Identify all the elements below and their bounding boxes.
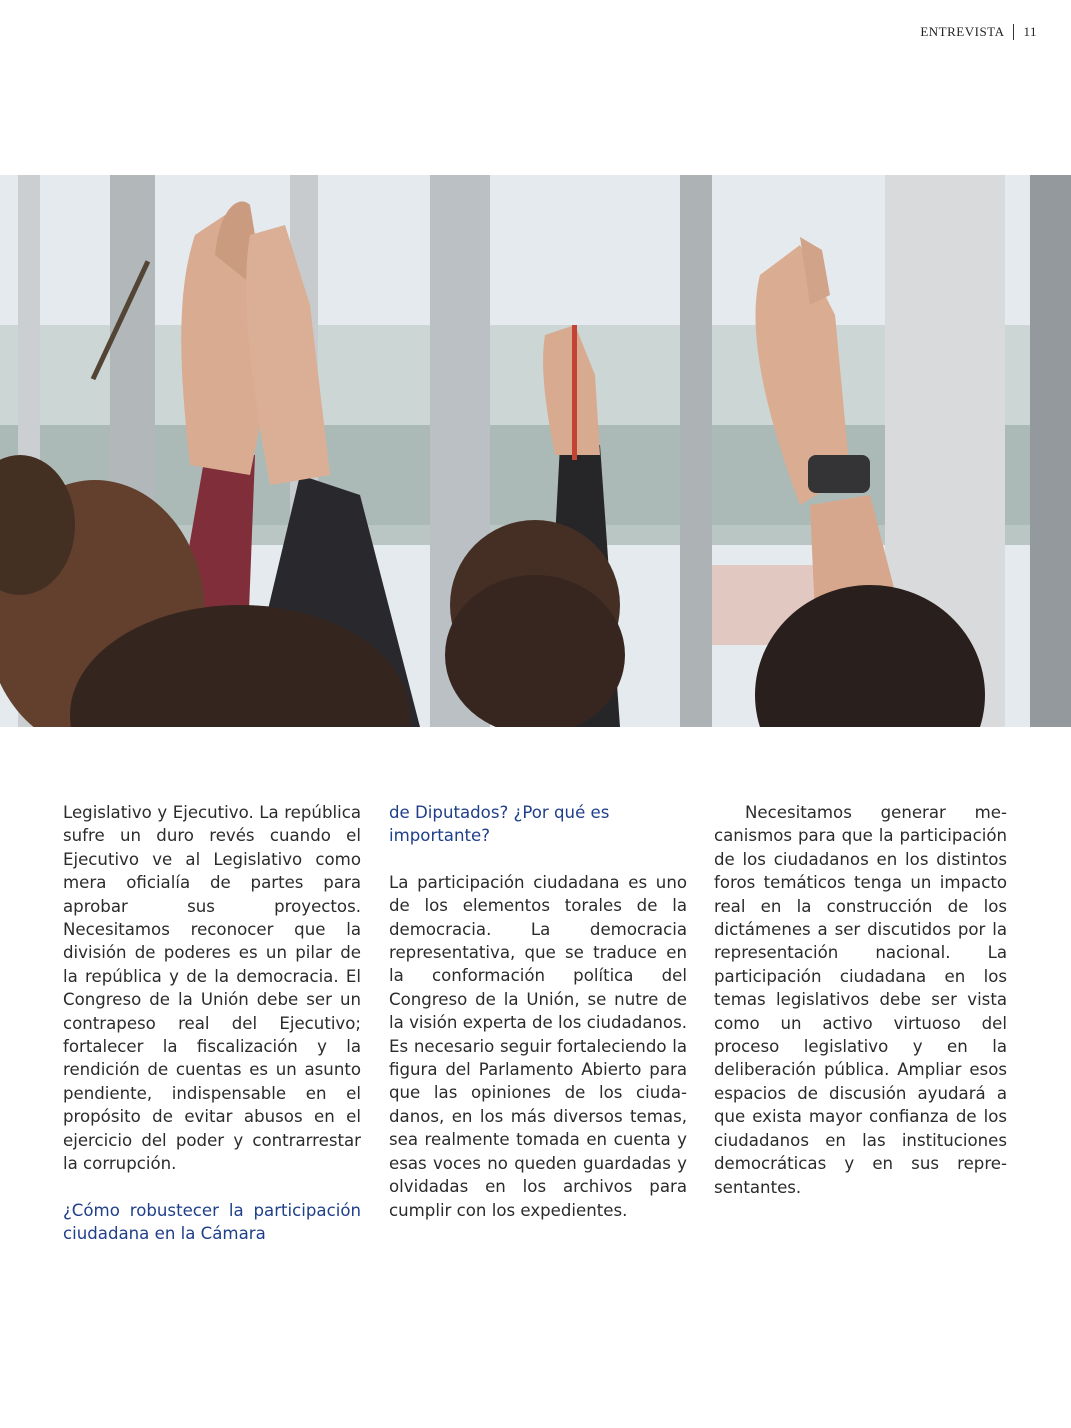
body-paragraph: Necesitamos generar mecanismos para que la participación de los ciudadanos en los distintos foros temáticos tenga un impacto real en la construcción de los dictámenes a ser discutidos por la representación nacional. La participación ciudadana en los temas legislativos debe ser vista como un activo virtuoso del proceso legislativo y en la deliberación pública. Ampliar esos espacios de discusión ayudará a que exista mayor confianza de los ciudadanos en las instituciones democráticas y en sus representantes. bbox=[714, 803, 1007, 1197]
section-label: ENTREVISTA bbox=[920, 24, 1005, 39]
body-paragraph: Legislativo y Ejecutivo. La república sufre un duro revés cuando el Ejecutivo ve al Legislativo como mera oficialía de partes para aprobar sus proyectos. Necesitamos reconocer que la división de poderes es un pilar de la república y de la democracia. El Congreso de la Unión debe ser un contrapeso real del Ejecutivo; fortalecer la fiscalización y la rendición de cuentas es un asunto pendiente, indispensable en el propósito de evitar abusos en el ejercicio del poder y contrarrestar la corrupción. bbox=[63, 803, 361, 1174]
body-paragraph: La participación ciudadana es uno de los elementos torales de la democracia. La democracia representativa, que se traduce en la conformación política del Congreso de la Unión, se nutre de la visión experta de los ciudadanos. Es necesario seguir fortaleciendo la figura del Parlamento Abierto para que las opiniones de los ciudadanos, en los más diversos temas, sea realmente tomada en cuenta y esas voces no queden guardadas y olvidadas en los archivos para cumplir con los expedientes. bbox=[389, 872, 687, 1220]
photo-illustration bbox=[0, 175, 1071, 727]
page-number: 11 bbox=[1023, 24, 1037, 39]
interview-question-continued: de Diputados? ¿Por qué es importante? bbox=[389, 803, 610, 846]
paragraph-gap bbox=[63, 1176, 361, 1199]
running-head bbox=[920, 24, 1037, 40]
text-column-1 bbox=[63, 801, 361, 1245]
text-column-3 bbox=[714, 801, 1007, 1199]
header-divider bbox=[1013, 24, 1014, 40]
text-column-2 bbox=[389, 801, 687, 1222]
interview-question: ¿Cómo robustecer la participación ciudadana en la Cámara bbox=[63, 1200, 361, 1243]
raised-hands-photo bbox=[0, 175, 1071, 727]
paragraph-gap bbox=[389, 848, 687, 871]
